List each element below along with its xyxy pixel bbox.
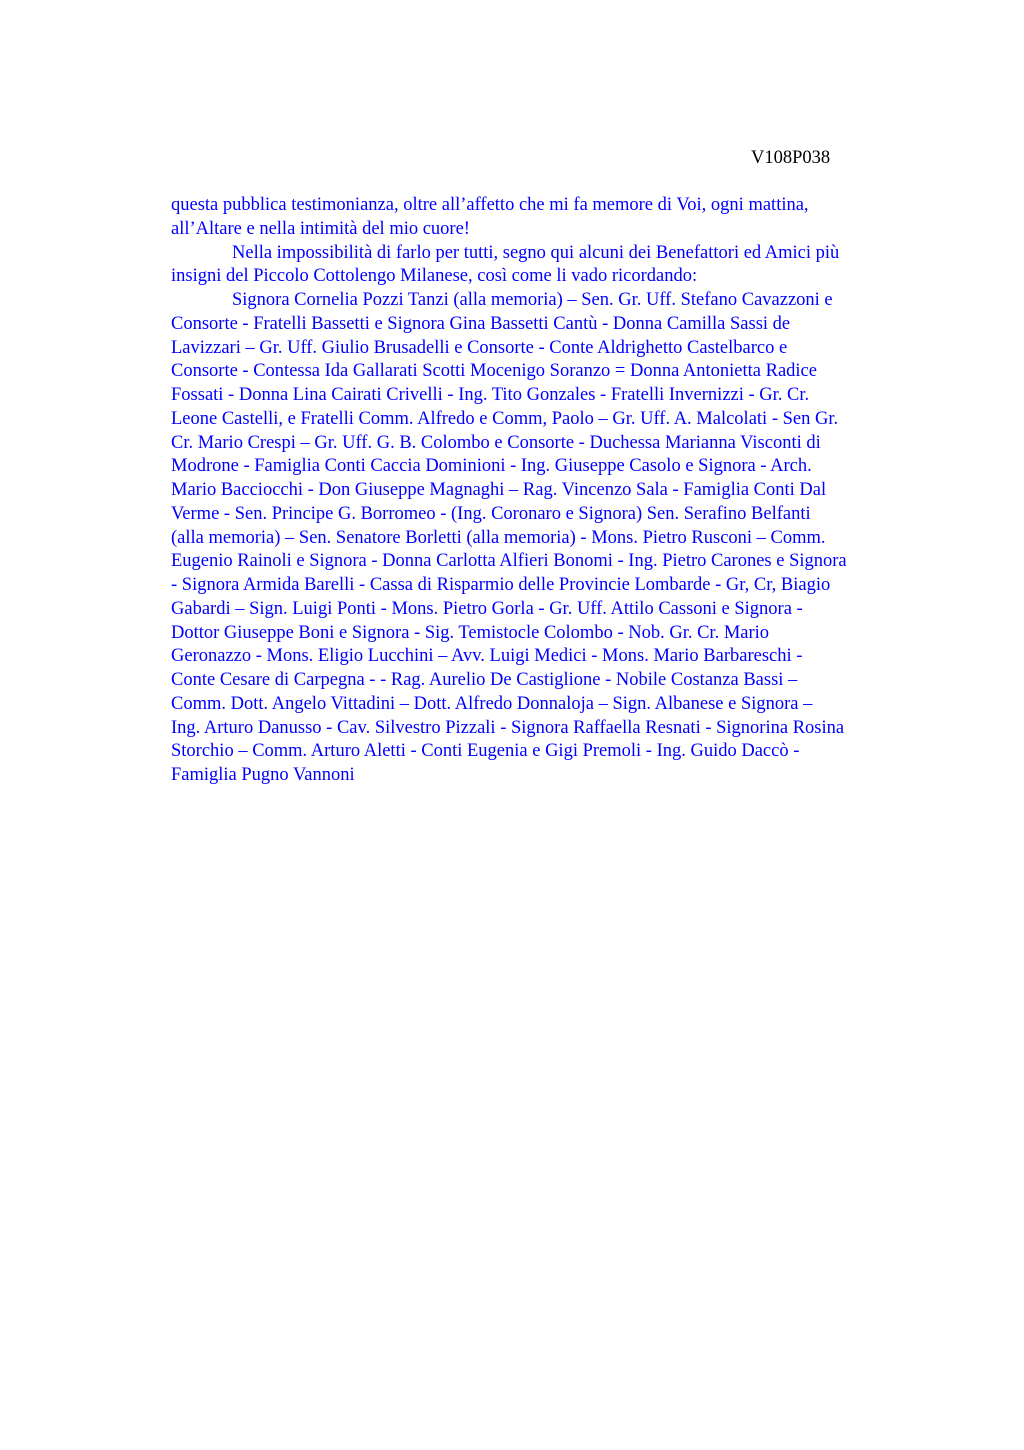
text-line: Consorte - Fratelli Bassetti e Signora Gina Bassetti Cantù - Donna Camilla Sassi de [171, 313, 791, 334]
text-line: Modrone - Famiglia Conti Caccia Dominioni - Ing. Giuseppe Casolo e Signora - Arch. [171, 456, 812, 477]
text-line: Verme - Sen. Principe G. Borromeo - (Ing. Coronaro e Signora) Sen. Serafino Belfanti [171, 503, 811, 524]
text-line: Dottor Giuseppe Boni e Signora - Sig. Temistocle Colombo - Nob. Gr. Cr. Mario [171, 622, 770, 643]
text-line: Signora Cornelia Pozzi Tanzi (alla memoria) – Sen. Gr. Uff. Stefano Cavazzoni e [232, 290, 833, 310]
text-line: Fossati - Donna Lina Cairati Crivelli - Ing. Tito Gonzales - Fratelli Invernizzi - Gr. Cr. [171, 385, 810, 405]
text-line: Nella impossibilità di farlo per tutti, segno qui alcuni dei Benefattori ed Amici più [232, 242, 840, 263]
text-line: Consorte - Contessa Ida Gallarati Scotti Mocenigo Soranzo = Donna Antonietta Radice [171, 361, 817, 382]
text-line: Comm. Dott. Angelo Vittadini – Dott. Alfredo Donnaloja – Sign. Albanese e Signora – [171, 693, 813, 714]
text-line: Conte Cesare di Carpegna - - Rag. Aurelio De Castiglione - Nobile Costanza Bassi – [171, 670, 798, 690]
text-line: Famiglia Pugno Vannoni [171, 765, 355, 785]
text-line: all’Altare e nella intimità del mio cuore! [171, 218, 470, 239]
text-line: (alla memoria) – Sen. Senatore Borletti (alla memoria) - Mons. Pietro Rusconi – Comm. [171, 527, 826, 548]
text-line: Storchio – Comm. Arturo Aletti - Conti Eugenia e Gigi Premoli - Ing. Guido Daccò - [171, 741, 800, 762]
text-line: Lavizzari – Gr. Uff. Giulio Brusadelli e Consorte - Conte Aldrighetto Castelbarco e [171, 337, 788, 358]
page-code: V108P038 [751, 148, 831, 168]
text-line: Ing. Arturo Danusso - Cav. Silvestro Pizzali - Signora Raffaella Resnati - Signorina Rosina [171, 717, 845, 738]
text-line: Geronazzo - Mons. Eligio Lucchini – Avv. Luigi Medici - Mons. Mario Barbareschi - [171, 646, 803, 667]
text-line: Leone Castelli, e Fratelli Comm. Alfredo e Comm, Paolo – Gr. Uff. A. Malcolati - Sen Gr. [171, 408, 839, 429]
body-text [171, 194, 931, 788]
text-line: Eugenio Rainoli e Signora - Donna Carlotta Alfieri Bonomi - Ing. Pietro Carones e Signora [171, 551, 847, 572]
text-line: - Signora Armida Barelli - Cassa di Risparmio delle Provincie Lombarde - Gr, Cr, Biagio [171, 575, 831, 595]
text-line: Gabardi – Sign. Luigi Ponti - Mons. Pietro Gorla - Gr. Uff. Attilo Cassoni e Signora - [171, 598, 803, 619]
text-line: questa pubblica testimonianza, oltre all’affetto che mi fa memore di Voi, ogni mattina, [171, 195, 809, 215]
text-line: Cr. Mario Crespi – Gr. Uff. G. B. Colombo e Consorte - Duchessa Marianna Visconti di [171, 432, 821, 453]
text-line: Mario Bacciocchi - Don Giuseppe Magnaghi – Rag. Vincenzo Sala - Famiglia Conti Dal [171, 480, 827, 500]
text-line: insigni del Piccolo Cottolengo Milanese, così come li vado ricordando: [171, 266, 698, 287]
